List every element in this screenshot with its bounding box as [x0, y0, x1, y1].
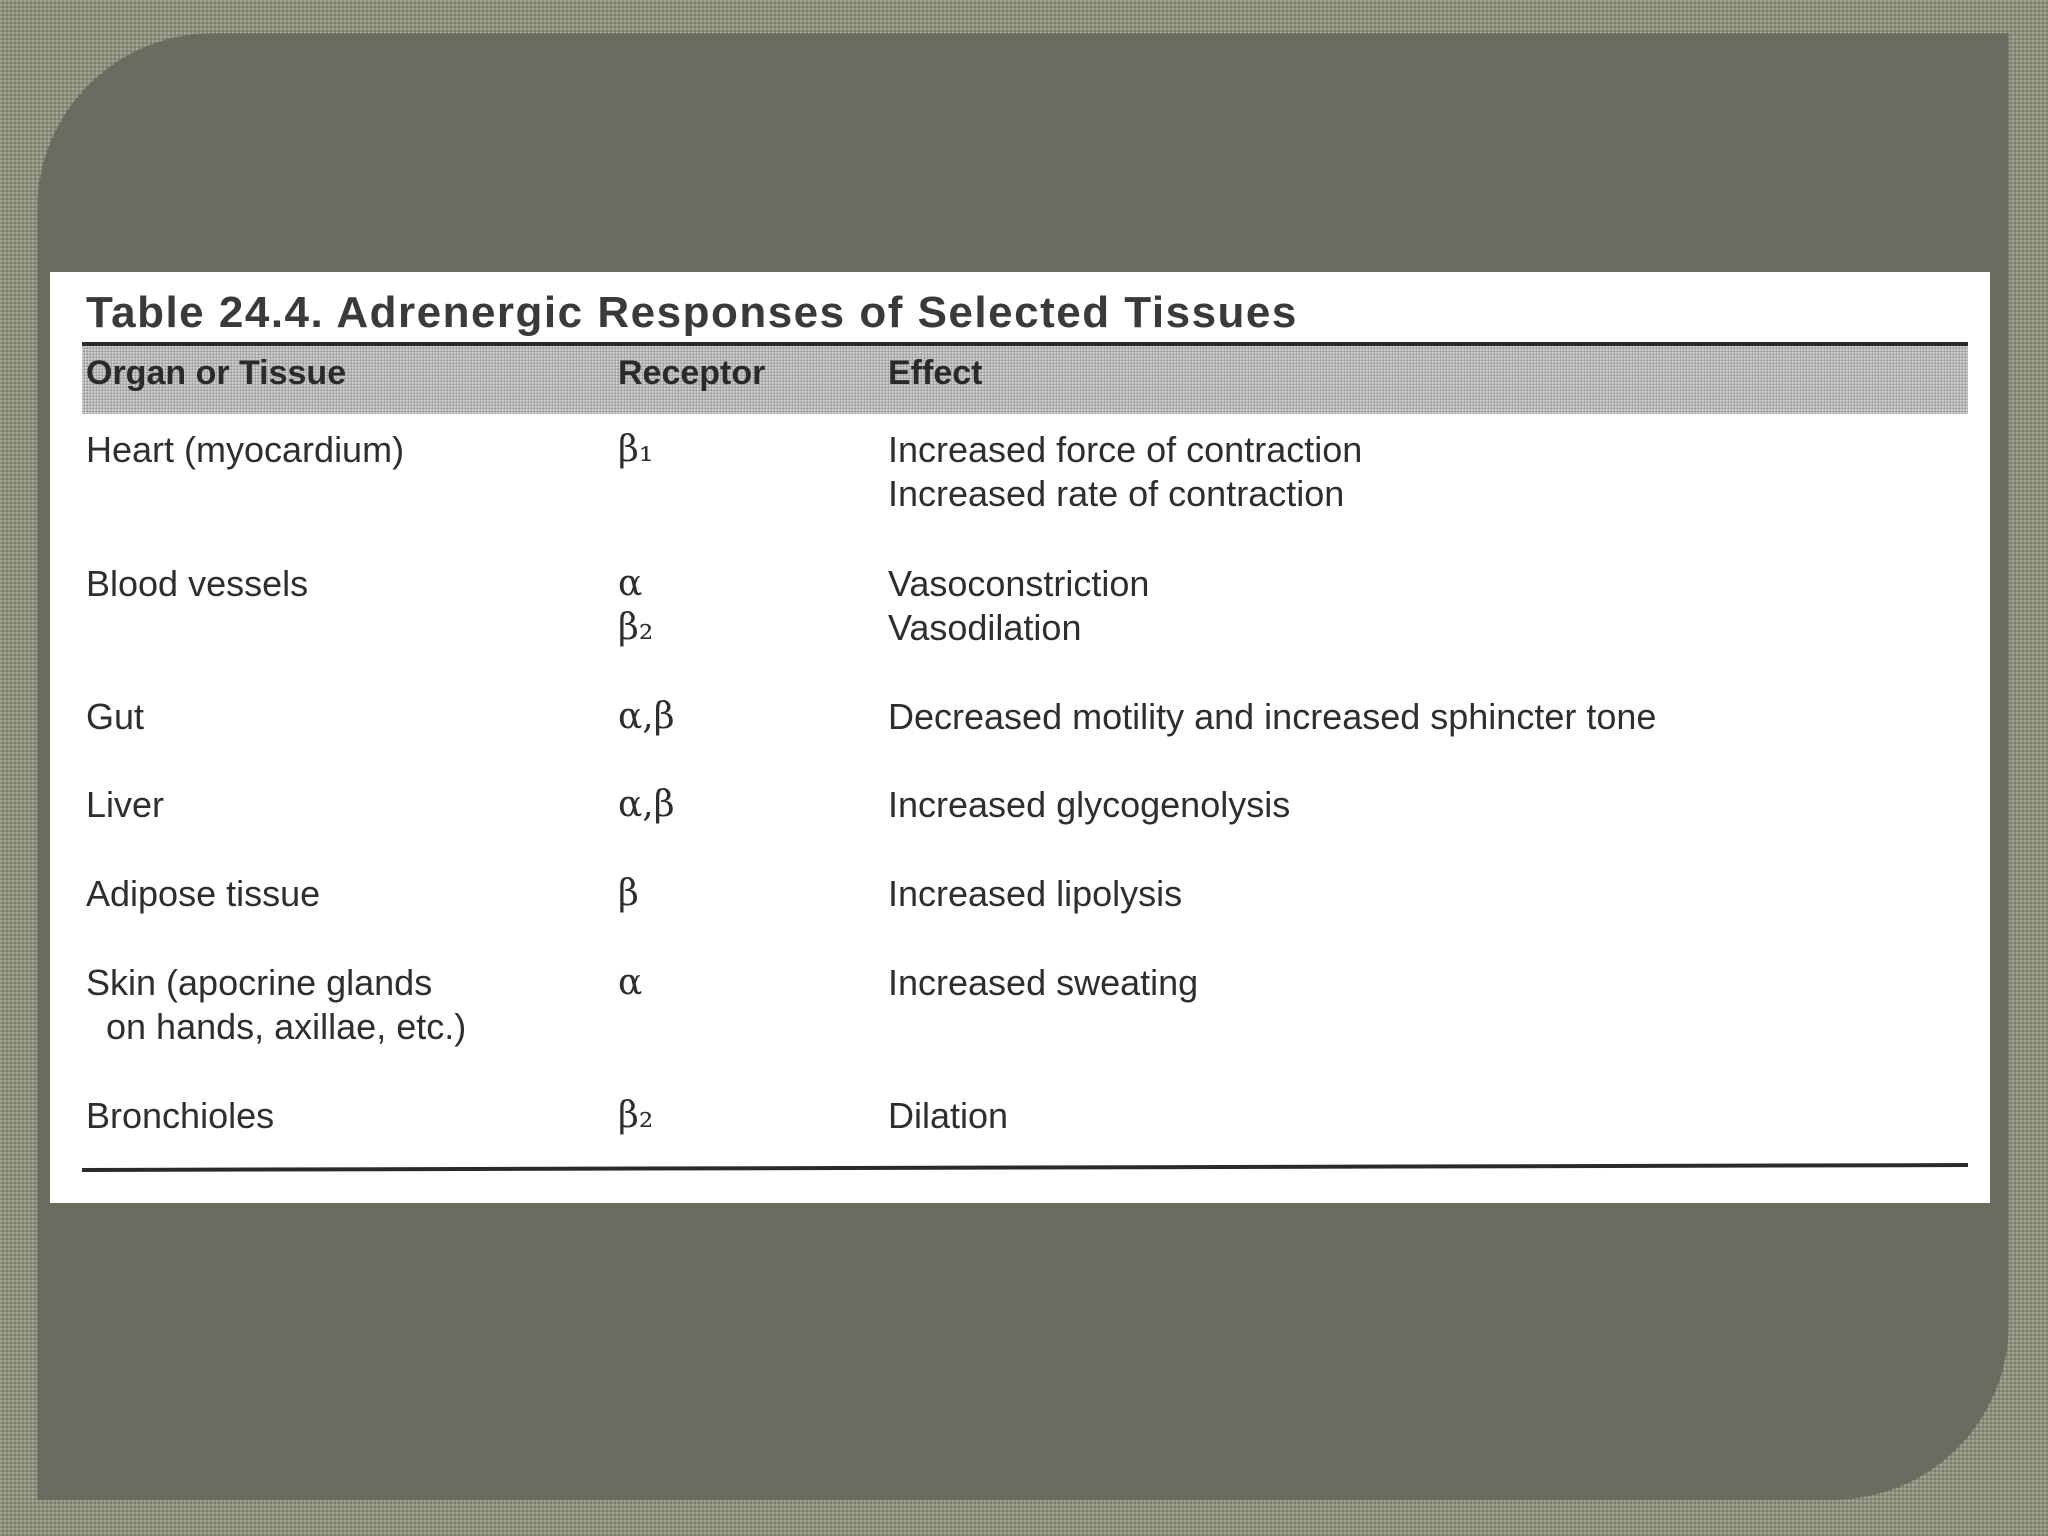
- row-organ: Bronchioles: [86, 1095, 275, 1136]
- row-organ: Blood vessels: [86, 563, 309, 604]
- row-effect: Dilation: [888, 1095, 1009, 1136]
- row-receptor: β: [618, 873, 639, 914]
- table-header-band: [82, 346, 1968, 414]
- row-organ: Adipose tissue: [86, 873, 321, 914]
- row-organ: Skin (apocrine glands on hands, axillae, etc.): [86, 962, 467, 1047]
- row-receptor: β₂: [618, 1095, 654, 1136]
- row-receptor: α,β: [618, 784, 675, 825]
- row-effect: Increased sweating: [888, 962, 1199, 1003]
- row-receptor: α,β: [618, 696, 675, 737]
- header-receptor: Receptor: [618, 354, 766, 392]
- row-effect: Increased glycogenolysis: [888, 784, 1291, 825]
- row-organ: Liver: [86, 784, 165, 825]
- row-organ: Gut: [86, 696, 145, 737]
- row-effect: Vasoconstriction Vasodilation: [888, 563, 1150, 648]
- row-effect: Decreased motility and increased sphincter tone: [888, 696, 1657, 737]
- table-title: Table 24.4. Adrenergic Responses of Selected Tissues: [86, 288, 1298, 337]
- table-bottom-rule: [82, 1163, 1968, 1172]
- row-effect: Increased force of contraction Increased rate of contraction: [888, 429, 1363, 514]
- row-organ: Heart (myocardium): [86, 429, 405, 470]
- table-image: [50, 272, 1990, 1203]
- row-effect: Increased lipolysis: [888, 873, 1183, 914]
- row-receptor: α: [618, 962, 643, 1003]
- row-receptor: β₁: [618, 429, 654, 470]
- header-organ: Organ or Tissue: [86, 354, 347, 392]
- row-receptor: α β₂: [618, 563, 654, 648]
- header-effect: Effect: [888, 354, 983, 392]
